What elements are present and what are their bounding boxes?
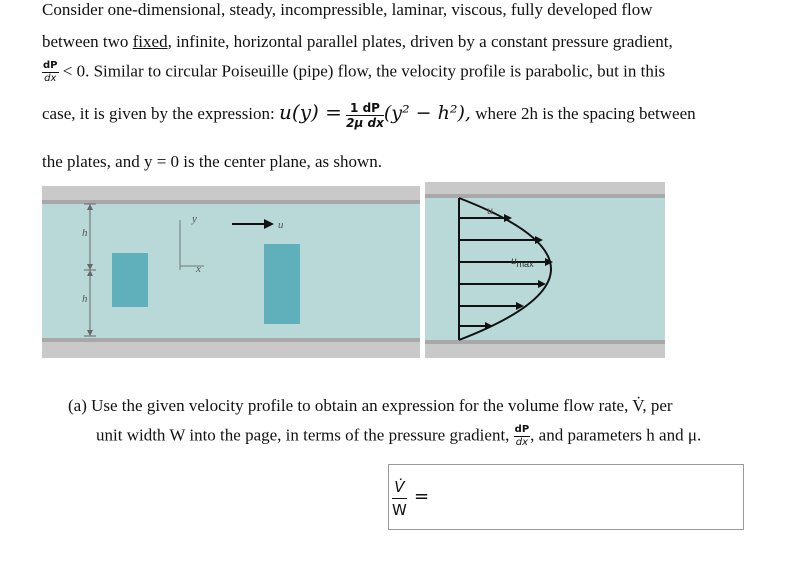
umax-subscript: max [516, 259, 534, 269]
profile-bottom-plate-edge [425, 340, 665, 344]
equals-sign: = [414, 486, 430, 507]
problem-line-2b: , infinite, horizontal parallel plates, driven by a constant pressure gradient, [167, 32, 673, 51]
dx-denominator: dx [44, 73, 57, 84]
fluid-element-block-right [264, 244, 300, 324]
bottom-plate [42, 340, 420, 358]
top-plate [42, 186, 420, 202]
flow-rate-symbol: V̇ [392, 478, 407, 499]
answer-box[interactable] [388, 464, 744, 530]
parabolic-expression: (y² − h²), [383, 102, 471, 124]
problem-line-5: the plates, and y = 0 is the center plane, as shown. [42, 152, 383, 171]
top-plate-edge [42, 200, 420, 204]
question-line-2b: , and parameters h and μ. [530, 425, 702, 445]
umax-u: u [511, 256, 517, 267]
problem-line-4 [42, 100, 696, 129]
profile-top-plate [425, 182, 665, 196]
problem-line-4b: where 2h is the spacing between [470, 104, 696, 123]
profile-fluid-region [425, 182, 665, 358]
question-gradient-fraction [514, 425, 531, 448]
fluid-region [42, 186, 420, 358]
question-line-2a: unit width W into the page, in terms of the pressure gradient, [96, 425, 510, 445]
label-h-bottom: h [82, 293, 88, 305]
label-h-top: h [82, 227, 88, 239]
problem-line-1: Consider one-dimensional, steady, incompressible, laminar, viscous, fully developed flow [42, 0, 653, 19]
problem-line-2a: between two [42, 32, 133, 51]
q-dx: dx [515, 437, 529, 448]
velocity-function: u(y) = [279, 100, 342, 124]
coefficient-fraction [346, 102, 384, 129]
question-line-1: (a) Use the given velocity profile to obtain an expression for the volume flow rate, V̇, per [68, 396, 673, 415]
label-x: x [196, 263, 201, 275]
problem-line-4a: case, it is given by the expression: [42, 104, 280, 123]
problem-line-3-rest: < 0. Similar to circular Poiseuille (pipe) flow, the velocity profile is parabolic, but in this [62, 61, 666, 81]
profile-label-u: u [487, 203, 493, 217]
bottom-plate-edge [42, 338, 420, 342]
coef-numerator: 1 dP [346, 102, 384, 116]
width-symbol: W [392, 501, 407, 519]
coef-denominator: 2μ dx [346, 115, 384, 130]
problem-line-2 [42, 32, 673, 52]
dP-numerator: dP [43, 60, 58, 71]
velocity-profile-figure [425, 182, 665, 358]
fluid-element-block-left [112, 253, 148, 307]
fixed-underlined-word: fixed [132, 32, 168, 51]
channel-flow-figure [42, 186, 420, 358]
q-dP: dP [514, 424, 530, 435]
problem-line-3 [42, 61, 665, 84]
label-y: y [192, 213, 197, 225]
profile-top-plate-edge [425, 194, 665, 198]
label-u: u [278, 219, 284, 231]
flow-rate-per-width-fraction [392, 478, 407, 519]
pressure-gradient-fraction [42, 61, 59, 84]
question-line-2 [96, 425, 701, 448]
profile-bottom-plate [425, 342, 665, 358]
